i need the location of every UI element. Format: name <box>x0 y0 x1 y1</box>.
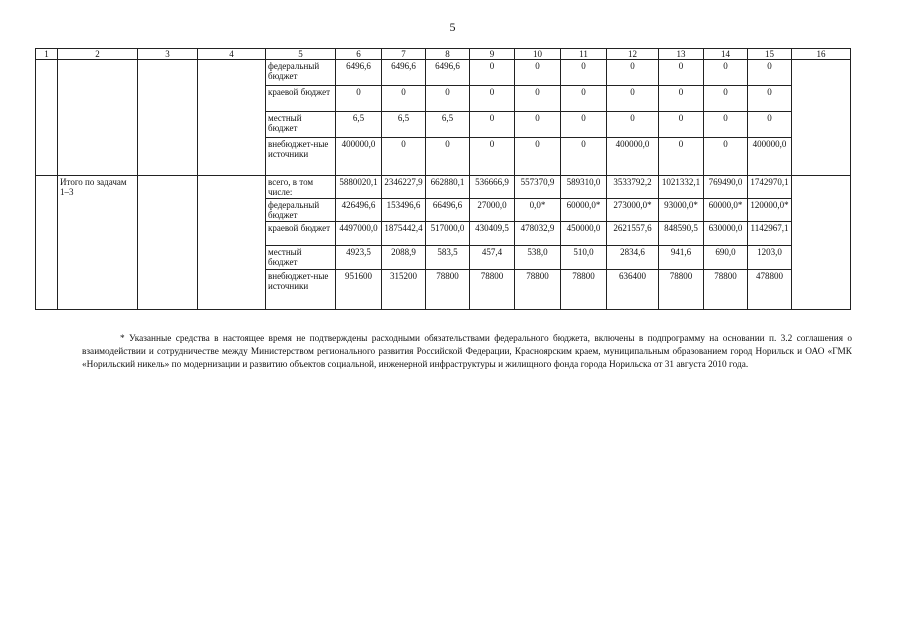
value-cell: 0 <box>659 86 704 112</box>
value-cell: 0 <box>515 138 561 176</box>
value-cell: 0 <box>470 112 515 138</box>
value-cell: 0 <box>748 86 792 112</box>
col16-cell <box>792 60 851 176</box>
value-cell: 589310,0 <box>561 176 607 199</box>
value-cell: 769490,0 <box>704 176 748 199</box>
value-cell: 0 <box>561 86 607 112</box>
value-cell: 0 <box>704 86 748 112</box>
value-cell: 0 <box>382 138 426 176</box>
value-cell: 0 <box>659 138 704 176</box>
budget-table <box>35 48 851 310</box>
value-cell: 273000,0* <box>607 199 659 222</box>
value-cell: 78800 <box>659 270 704 310</box>
value-cell: 0 <box>470 60 515 86</box>
value-cell: 0 <box>607 60 659 86</box>
value-cell: 153496,6 <box>382 199 426 222</box>
value-cell: 1203,0 <box>748 246 792 270</box>
funding-source: местный бюджет <box>266 112 336 138</box>
header-cell: 7 <box>382 49 426 60</box>
value-cell: 0 <box>659 112 704 138</box>
value-cell: 0 <box>382 86 426 112</box>
value-cell: 6496,6 <box>336 60 382 86</box>
value-cell: 6496,6 <box>382 60 426 86</box>
value-cell: 848590,5 <box>659 222 704 246</box>
value-cell: 78800 <box>426 270 470 310</box>
task-cell <box>58 60 138 176</box>
value-cell: 557370,9 <box>515 176 561 199</box>
value-cell: 951600 <box>336 270 382 310</box>
value-cell: 0 <box>704 138 748 176</box>
footnote <box>82 333 852 372</box>
col1-cell <box>36 60 58 176</box>
header-cell: 11 <box>561 49 607 60</box>
value-cell: 2088,9 <box>382 246 426 270</box>
header-cell: 15 <box>748 49 792 60</box>
value-cell: 0 <box>470 86 515 112</box>
value-cell: 0 <box>704 112 748 138</box>
value-cell: 120000,0* <box>748 199 792 222</box>
value-cell: 400000,0 <box>748 138 792 176</box>
value-cell: 78800 <box>470 270 515 310</box>
header-row <box>36 49 851 60</box>
value-cell: 0 <box>336 86 382 112</box>
value-cell: 583,5 <box>426 246 470 270</box>
value-cell: 0 <box>607 86 659 112</box>
header-cell: 10 <box>515 49 561 60</box>
value-cell: 400000,0 <box>607 138 659 176</box>
value-cell: 0 <box>426 86 470 112</box>
value-cell: 27000,0 <box>470 199 515 222</box>
value-cell: 0 <box>515 86 561 112</box>
col16-cell <box>792 176 851 310</box>
task-cell: Итого по задачам 1–3 <box>58 176 138 310</box>
header-cell: 2 <box>58 49 138 60</box>
value-cell: 510,0 <box>561 246 607 270</box>
value-cell: 78800 <box>515 270 561 310</box>
header-cell: 14 <box>704 49 748 60</box>
col4-cell <box>198 176 266 310</box>
value-cell: 78800 <box>561 270 607 310</box>
value-cell: 0 <box>426 138 470 176</box>
value-cell: 0 <box>515 60 561 86</box>
funding-source: внебюджет-ные источники <box>266 270 336 310</box>
header-cell: 9 <box>470 49 515 60</box>
value-cell: 0 <box>748 112 792 138</box>
value-cell: 3533792,2 <box>607 176 659 199</box>
value-cell: 1742970,1 <box>748 176 792 199</box>
header-cell: 12 <box>607 49 659 60</box>
value-cell: 0 <box>704 60 748 86</box>
funding-source: внебюджет-ные источники <box>266 138 336 176</box>
value-cell: 538,0 <box>515 246 561 270</box>
funding-source: местный бюджет <box>266 246 336 270</box>
funding-source: краевой бюджет <box>266 86 336 112</box>
table-row <box>36 60 851 86</box>
funding-source: федеральный бюджет <box>266 60 336 86</box>
funding-source: краевой бюджет <box>266 222 336 246</box>
value-cell: 2346227,9 <box>382 176 426 199</box>
col1-cell <box>36 176 58 310</box>
col4-cell <box>198 60 266 176</box>
value-cell: 1875442,4 <box>382 222 426 246</box>
value-cell: 630000,0 <box>704 222 748 246</box>
value-cell: 0 <box>515 112 561 138</box>
footnote-text: * Указанные средства в настоящее время не подтверждены расходными обязательствами федерального бюджета, включены в подпрограмму на основании п. 3.2 соглашения о взаимодействии и сотрудничестве между Министерством регионального развития Российской Федерации, Красноярским краем, муниципальным образованием город Норильск и ОАО «ГМК «Норильский никель» по модернизации и развитию объектов социальной, инженерной инфраструктуры и жилищного фонда города Норильска от 31 августа 2010 года. <box>82 334 852 370</box>
header-cell: 8 <box>426 49 470 60</box>
value-cell: 60000,0* <box>704 199 748 222</box>
col3-cell <box>138 176 198 310</box>
value-cell: 430409,5 <box>470 222 515 246</box>
value-cell: 6,5 <box>426 112 470 138</box>
value-cell: 536666,9 <box>470 176 515 199</box>
funding-source: федеральный бюджет <box>266 199 336 222</box>
value-cell: 6496,6 <box>426 60 470 86</box>
value-cell: 5880020,1 <box>336 176 382 199</box>
header-cell: 6 <box>336 49 382 60</box>
header-cell: 5 <box>266 49 336 60</box>
value-cell: 1142967,1 <box>748 222 792 246</box>
value-cell: 0,0* <box>515 199 561 222</box>
col3-cell <box>138 60 198 176</box>
value-cell: 0 <box>659 60 704 86</box>
value-cell: 78800 <box>704 270 748 310</box>
value-cell: 66496,6 <box>426 199 470 222</box>
funding-source: всего, в том числе: <box>266 176 336 199</box>
header-cell: 3 <box>138 49 198 60</box>
header-cell: 4 <box>198 49 266 60</box>
value-cell: 1021332,1 <box>659 176 704 199</box>
value-cell: 636400 <box>607 270 659 310</box>
value-cell: 457,4 <box>470 246 515 270</box>
value-cell: 6,5 <box>382 112 426 138</box>
value-cell: 0 <box>561 138 607 176</box>
header-cell: 1 <box>36 49 58 60</box>
value-cell: 690,0 <box>704 246 748 270</box>
value-cell: 478800 <box>748 270 792 310</box>
value-cell: 0 <box>561 112 607 138</box>
value-cell: 60000,0* <box>561 199 607 222</box>
value-cell: 941,6 <box>659 246 704 270</box>
value-cell: 426496,6 <box>336 199 382 222</box>
value-cell: 662880,1 <box>426 176 470 199</box>
table-row <box>36 176 851 199</box>
value-cell: 478032,9 <box>515 222 561 246</box>
value-cell: 93000,0* <box>659 199 704 222</box>
value-cell: 4923,5 <box>336 246 382 270</box>
value-cell: 2621557,6 <box>607 222 659 246</box>
header-cell: 16 <box>792 49 851 60</box>
value-cell: 0 <box>470 138 515 176</box>
value-cell: 2834,6 <box>607 246 659 270</box>
value-cell: 0 <box>561 60 607 86</box>
header-cell: 13 <box>659 49 704 60</box>
page-number: 5 <box>449 20 456 34</box>
value-cell: 315200 <box>382 270 426 310</box>
value-cell: 0 <box>748 60 792 86</box>
value-cell: 450000,0 <box>561 222 607 246</box>
value-cell: 6,5 <box>336 112 382 138</box>
value-cell: 0 <box>607 112 659 138</box>
value-cell: 4497000,0 <box>336 222 382 246</box>
value-cell: 517000,0 <box>426 222 470 246</box>
value-cell: 400000,0 <box>336 138 382 176</box>
